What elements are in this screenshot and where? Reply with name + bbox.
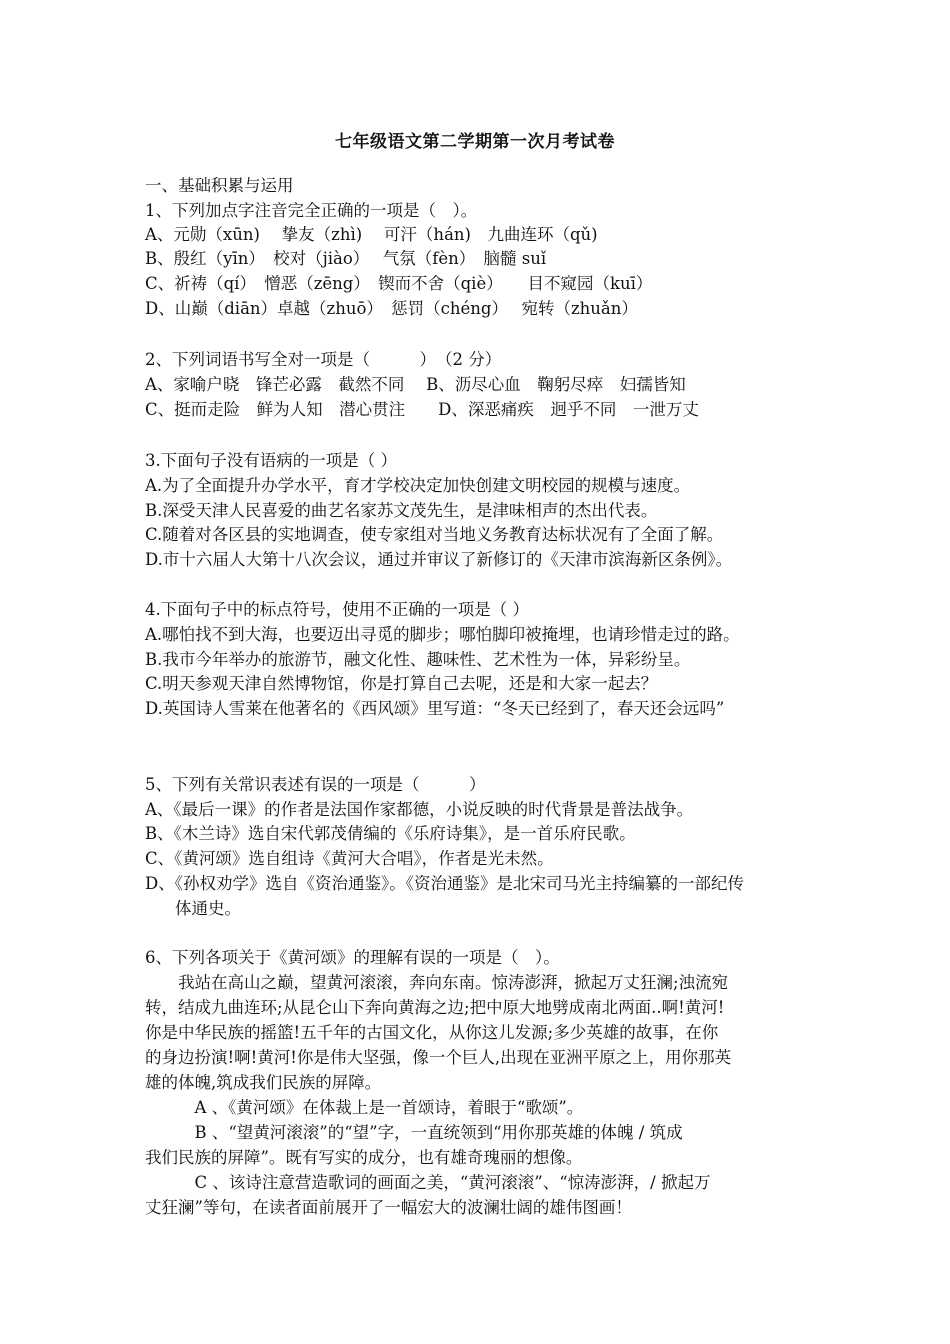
question-2-options-ab: A、家喻户晓 锋芒必露 截然不同 B、沥尽心血 鞠躬尽瘁 妇孺皆知 [145, 375, 686, 394]
question-1-option-d: D、山巅（diān）卓越（zhuō） 惩罚（chéng） 宛转（zhuǎn） [145, 299, 638, 318]
section-heading: 一、基础积累与运用 [145, 176, 294, 195]
question-3-option-a: A.为了全面提升办学水平，育才学校决定加快创建文明校园的规模与速度。 [145, 476, 691, 495]
question-5-option-d-continued: 体通史。 [175, 899, 241, 918]
question-3-option-c: C.随着对各区县的实地调查，使专家组对当地义务教育达标状况有了全面了解。 [145, 525, 724, 544]
question-1-stem: 1、下列加点字注音完全正确的一项是（ ）。 [145, 201, 478, 220]
question-5-option-d: D、《孙权劝学》选自《资治通鉴》。《资治通鉴》是北宋司马光主持编纂的一部纪传 [145, 874, 744, 893]
question-6-option-c: C 、该诗注意营造歌词的画面之美，“黄河滚滚”、“惊涛澎湃，/ 掀起万 [145, 1173, 711, 1192]
question-5-option-a: A、《最后一课》的作者是法国作家都德，小说反映的时代背景是普法战争。 [145, 800, 694, 819]
passage-line-1: 我站在高山之巅，望黄河滚滚，奔向东南。惊涛澎湃，掀起万丈狂澜;浊流宛 [145, 973, 729, 992]
question-6-option-a: A 、《黄河颂》在体裁上是一首颂诗，着眼于“歌颂”。 [145, 1098, 584, 1117]
passage-line-4: 的身边扮演!啊!黄河!你是伟大坚强，像一个巨人,出现在亚洲平原之上，用你那英 [145, 1048, 732, 1067]
question-5-option-b: B、《木兰诗》选自宋代郭茂倩编的《乐府诗集》，是一首乐府民歌。 [145, 824, 636, 843]
question-3-option-b: B.深受天津人民喜爱的曲艺名家苏文茂先生，是津味相声的杰出代表。 [145, 501, 658, 520]
question-4-option-c: C.明天参观天津自然博物馆，你是打算自己去呢，还是和大家一起去？ [145, 674, 658, 693]
question-3-option-d: D.市十六届人大第十八次会议，通过并审议了新修订的《天津市滨海新区条例》。 [145, 550, 733, 569]
passage-line-5: 雄的体魄,筑成我们民族的屏障。 [145, 1073, 382, 1092]
question-5-option-c: C、《黄河颂》选自组诗《黄河大合唱》，作者是光未然。 [145, 849, 554, 868]
question-3-stem: 3.下面句子没有语病的一项是（ ） [145, 451, 397, 470]
question-5-stem: 5、下列有关常识表述有误的一项是（ ） [145, 775, 486, 794]
question-6-option-c-continued: 丈狂澜”等句，在读者面前展开了一幅宏大的波澜壮阔的雄伟图画！ [145, 1198, 632, 1217]
question-6-stem: 6、下列各项关于《黄河颂》的理解有误的一项是（ ）。 [145, 948, 560, 967]
question-4-option-a: A.哪怕找不到大海，也要迈出寻觅的脚步；哪怕脚印被掩埋，也请珍惜走过的路。 [145, 625, 740, 644]
question-4-stem: 4.下面句子中的标点符号，使用不正确的一项是（ ） [145, 600, 529, 619]
page-title: 七年级语文第二学期第一次月考试卷 [335, 132, 615, 152]
question-2-options-cd: C、挺而走险 鲜为人知 潜心贯注 D、深恶痛疾 迥乎不同 一泄万丈 [145, 400, 699, 419]
question-6-option-b-continued: 我们民族的屏障”。既有写实的成分，也有雄奇瑰丽的想像。 [145, 1148, 583, 1167]
question-4-option-d: D.英国诗人雪莱在他著名的《西风颂》里写道：“冬天已经到了，春天还会远吗” [145, 699, 725, 718]
question-1-option-a: A、元勋（xūn) 挚友（zhì) 可汗（hán) 九曲连环（qǔ) [145, 225, 598, 244]
question-1-option-c: C、祈祷（qí） 憎恶（zēng） 锲而不舍（qiè） 目不窥园（kuī） [145, 274, 653, 293]
question-4-option-b: B.我市今年举办的旅游节，融文化性、趣味性、艺术性为一体，异彩纷呈。 [145, 650, 691, 669]
question-1-option-b: B、殷红（yīn） 校对（jiào） 气氛（fèn） 脑髓 suǐ [145, 249, 547, 268]
passage-line-3: 你是中华民族的摇篮!五千年的古国文化，从你这儿发源;多少英雄的故事，在你 [145, 1023, 719, 1042]
question-2-stem: 2、下列词语书写全对一项是（ ） （2 分） [145, 350, 502, 369]
passage-line-2: 转，结成九曲连环;从昆仑山下奔向黄海之边;把中原大地劈成南北两面..啊!黄河! [145, 998, 725, 1017]
question-6-option-b: B 、“望黄河滚滚”的“望”字，一直统领到“用你那英雄的体魄 / 筑成 [145, 1123, 683, 1142]
